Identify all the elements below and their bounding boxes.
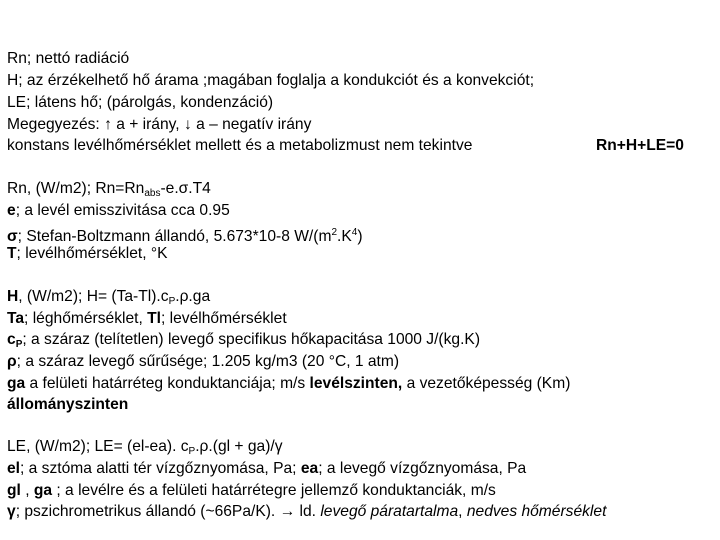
definition-h-text: H; az érzékelhető hő árama ;magában foglalja a kondukciót és a konvekciót; <box>7 72 535 89</box>
leaf-temp-text: ; levélhőmérséklet, °K <box>16 245 168 262</box>
emissivity-text: ; a levél emisszivitása cca 0.95 <box>15 202 230 219</box>
le-formula-b: .ρ.(gl + ga)/γ <box>195 438 283 455</box>
sign-convention-text: Megegyezés: ↑ a + irány, ↓ a – negatív irány <box>7 116 312 133</box>
wet-bulb-reference: nedves hőmérséklet <box>466 503 607 520</box>
energy-balance-line <box>7 136 713 156</box>
temperature-defs <box>7 309 287 329</box>
symbol-h: H <box>7 288 19 305</box>
stefan-boltzmann-end: ) <box>357 228 363 245</box>
leaf-level-label: levélszinten, <box>309 375 403 392</box>
boundary-conductance-def <box>7 374 570 394</box>
symbol-tl: Tl <box>147 310 161 327</box>
conductance-sep: , <box>20 482 34 499</box>
conductance-defs <box>7 481 496 501</box>
canopy-level-label: állományszinten <box>7 396 129 413</box>
symbol-sigma: σ <box>7 228 18 245</box>
sign-convention <box>7 115 311 135</box>
humidity-reference: levegő páratartalma <box>320 503 459 520</box>
conductivity-text: a vezetőképesség (Km) <box>402 375 571 392</box>
h-formula-sub: P <box>168 296 176 307</box>
stefan-boltzmann-text: ; Stefan-Boltzmann állandó, 5.673*10-8 W/(m <box>17 228 332 245</box>
stefan-boltzmann-mid: .K <box>337 228 352 245</box>
rn-formula-a: Rn, (W/m2); Rn=Rn <box>7 180 145 197</box>
symbol-t: T <box>7 245 17 262</box>
le-formula-a: LE, (W/m2); LE= (el-ea). c <box>7 438 189 455</box>
symbol-ga-2: ga <box>33 482 53 499</box>
h-formula-a: , (W/m2); H= (Ta-Tl).c <box>18 288 169 305</box>
leaf-temp-def <box>7 244 168 264</box>
air-density-text: ; a száraz levegő sűrűsége; 1.205 kg/m3 (20 °C, 1 atm) <box>16 353 400 370</box>
h-formula-b: .ρ.ga <box>175 288 211 305</box>
symbol-c-sub: P <box>15 339 23 350</box>
symbol-gamma: γ <box>7 503 16 520</box>
symbol-ea: ea <box>300 460 319 477</box>
symbol-ta: Ta <box>7 310 25 327</box>
conductance-text: ; a levélre és a felületi határrétegre jellemző konduktanciák, m/s <box>52 482 496 499</box>
energy-balance-condition: konstans levélhőmérséklet mellett és a metabolizmust nem tekintve <box>7 137 473 154</box>
symbol-c: c <box>7 331 16 348</box>
definition-h <box>7 71 534 91</box>
symbol-rho: ρ <box>7 353 17 370</box>
canopy-level <box>7 395 128 415</box>
vapor-pressure-defs <box>7 459 526 479</box>
heat-capacity-text: ; a száraz (telítetlen) levegő specifikus hőkapacitása 1000 J/(kg.K) <box>22 331 481 348</box>
rn-formula-b: -e.σ.T4 <box>160 180 211 197</box>
reference-sep: , <box>458 503 467 520</box>
psychrometric-text: ; pszichrometrikus állandó (~66Pa/K). → ld. <box>15 503 321 520</box>
symbol-e: e <box>7 202 16 219</box>
air-density-def <box>7 352 399 372</box>
leaf-temp-text-2: ; levélhőmérséklet <box>160 310 287 327</box>
sup-2: 2 <box>331 227 338 238</box>
emissivity-def <box>7 201 230 221</box>
definition-rn-text: Rn; nettó radiáció <box>7 50 130 67</box>
energy-balance-equation: Rn+H+LE=0 <box>596 137 684 154</box>
rn-formula-sub: abs <box>144 188 161 199</box>
psychrometric-def <box>7 502 606 522</box>
boundary-conductance-text: a felületi határréteg konduktanciája; m/s <box>25 375 310 392</box>
symbol-gl: gl <box>7 482 21 499</box>
le-formula-sub: P <box>188 446 196 457</box>
definition-rn <box>7 49 129 69</box>
air-temp-text: ; léghőmérséklet, <box>24 310 148 327</box>
sup-4: 4 <box>351 227 358 238</box>
definition-le-text: LE; látens hő; (párolgás, kondenzáció) <box>7 94 274 111</box>
definition-le <box>7 93 273 113</box>
symbol-ga: ga <box>7 375 26 392</box>
stomatal-vapor-text: ; a sztóma alatti tér vízgőznyomása, Pa; <box>20 460 301 477</box>
symbol-el: el <box>7 460 21 477</box>
air-vapor-text: ; a levegő vízgőznyomása, Pa <box>318 460 527 477</box>
